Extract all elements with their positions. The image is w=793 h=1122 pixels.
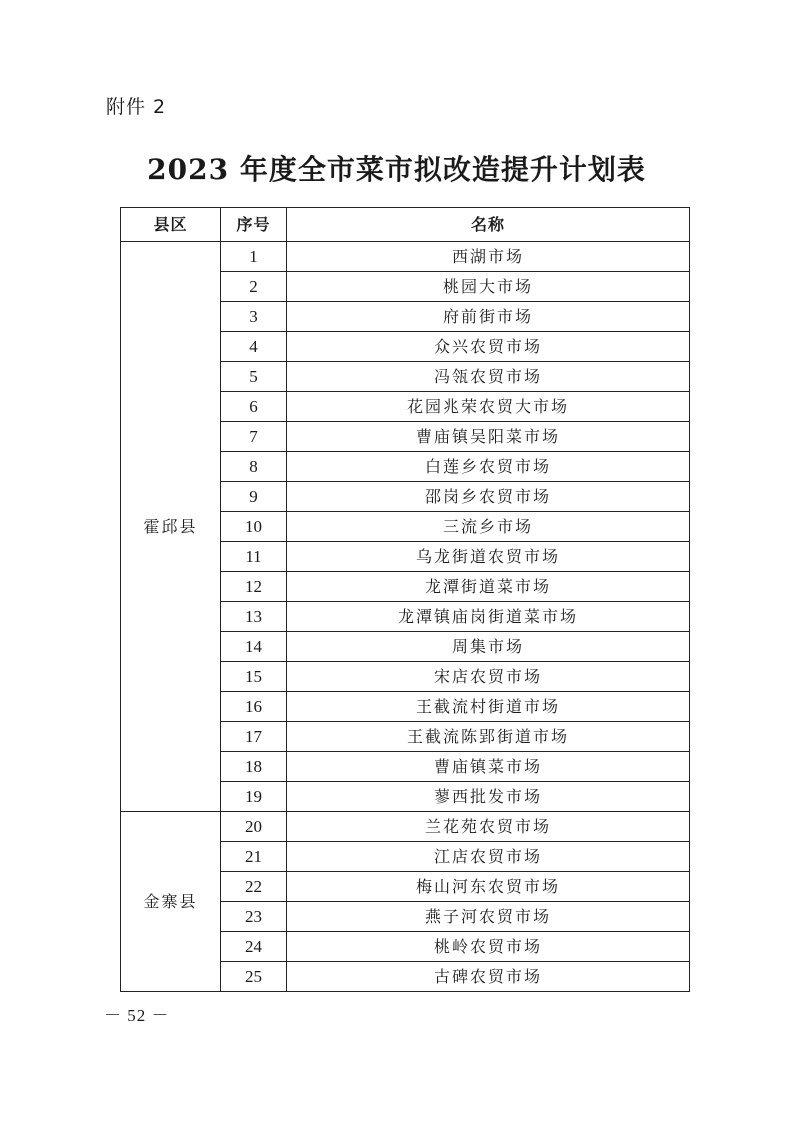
market-name-cell: 邵岗乡农贸市场 [287,482,690,512]
market-name-cell: 花园兆荣农贸大市场 [287,392,690,422]
market-name-cell: 桃岭农贸市场 [287,932,690,962]
table-body [121,242,690,992]
market-name-cell: 西湖市场 [287,242,690,272]
seq-cell: 9 [221,482,287,512]
market-name-cell: 王截流陈郢街道市场 [287,722,690,752]
market-name-cell: 白莲乡农贸市场 [287,452,690,482]
seq-cell: 23 [221,902,287,932]
market-name-cell: 龙潭镇庙岗街道菜市场 [287,602,690,632]
seq-cell: 8 [221,452,287,482]
seq-cell: 13 [221,602,287,632]
seq-cell: 17 [221,722,287,752]
table-header-row [121,208,690,242]
seq-cell: 25 [221,962,287,992]
seq-cell: 7 [221,422,287,452]
seq-cell: 4 [221,332,287,362]
market-name-cell: 三流乡市场 [287,512,690,542]
market-name-cell: 龙潭街道菜市场 [287,572,690,602]
document-title: 2023 年度全市菜市拟改造提升计划表 [147,153,646,186]
seq-cell: 24 [221,932,287,962]
market-name-cell: 曹庙镇吴阳菜市场 [287,422,690,452]
market-name-cell: 古碑农贸市场 [287,962,690,992]
market-name-cell: 王截流村街道市场 [287,692,690,722]
market-name-cell: 乌龙街道农贸市场 [287,542,690,572]
header-name: 名称 [287,208,690,242]
seq-cell: 14 [221,632,287,662]
seq-cell: 19 [221,782,287,812]
seq-cell: 6 [221,392,287,422]
attachment-label: 附件 2 [106,96,167,118]
market-name-cell: 曹庙镇菜市场 [287,752,690,782]
header-seq: 序号 [221,208,287,242]
seq-cell: 12 [221,572,287,602]
seq-cell: 22 [221,872,287,902]
seq-cell: 21 [221,842,287,872]
seq-cell: 11 [221,542,287,572]
seq-cell: 5 [221,362,287,392]
seq-cell: 1 [221,242,287,272]
county-cell: 金寨县 [121,812,221,992]
market-name-cell: 兰花苑农贸市场 [287,812,690,842]
market-plan-table [120,207,690,992]
market-name-cell: 周集市场 [287,632,690,662]
table-row [121,242,690,272]
seq-cell: 15 [221,662,287,692]
seq-cell: 20 [221,812,287,842]
market-name-cell: 桃园大市场 [287,272,690,302]
header-county: 县区 [121,208,221,242]
page-number: － 52 － [104,1006,170,1025]
market-name-cell: 府前街市场 [287,302,690,332]
market-name-cell: 众兴农贸市场 [287,332,690,362]
seq-cell: 3 [221,302,287,332]
market-name-cell: 江店农贸市场 [287,842,690,872]
county-cell: 霍邱县 [121,242,221,812]
market-name-cell: 冯瓴农贸市场 [287,362,690,392]
seq-cell: 16 [221,692,287,722]
seq-cell: 10 [221,512,287,542]
market-name-cell: 燕子河农贸市场 [287,902,690,932]
market-name-cell: 宋店农贸市场 [287,662,690,692]
table-row [121,812,690,842]
seq-cell: 2 [221,272,287,302]
market-name-cell: 蓼西批发市场 [287,782,690,812]
market-name-cell: 梅山河东农贸市场 [287,872,690,902]
seq-cell: 18 [221,752,287,782]
